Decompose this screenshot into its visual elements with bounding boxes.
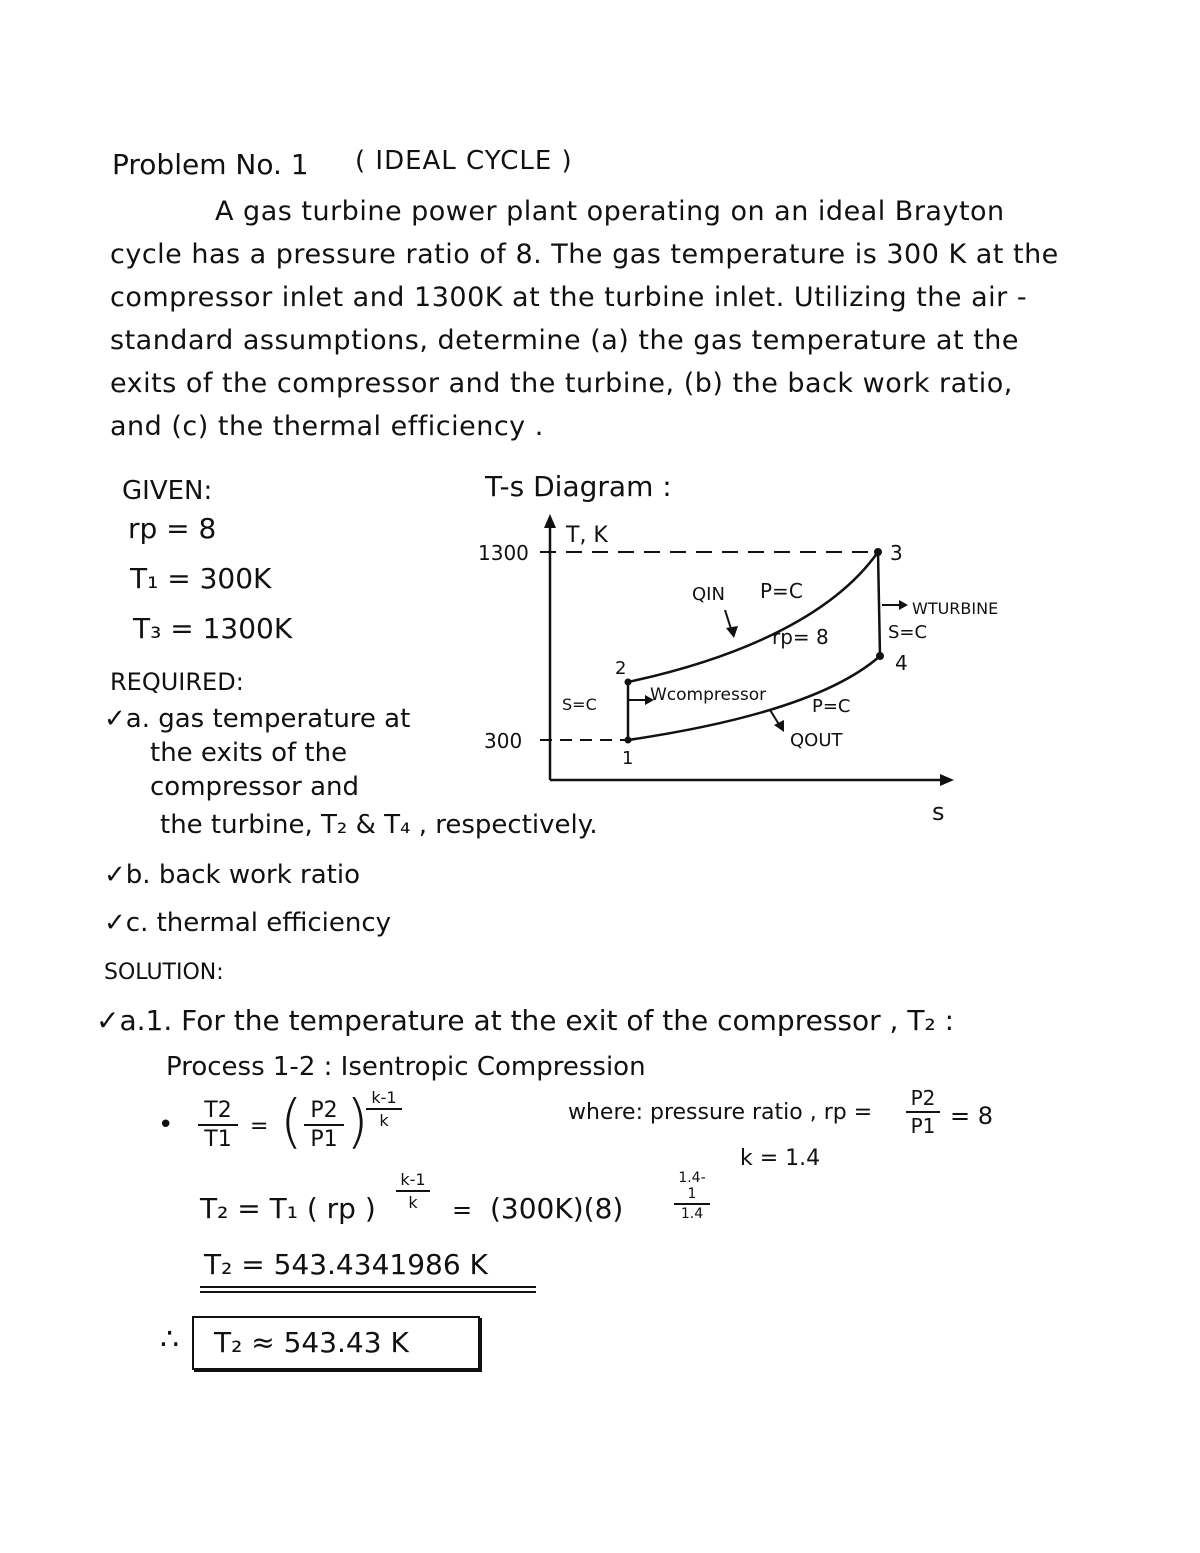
t-axis-arrow [544, 514, 556, 528]
label-point-2: 2 [615, 658, 627, 679]
label-rp: rp= 8 [772, 625, 829, 649]
fraction-p2-p1: P2 P1 [304, 1098, 344, 1152]
t2-formula-rhs: (300K)(8) [490, 1192, 624, 1225]
label-q-out: QOUT [790, 730, 843, 751]
t2-final: T₂ ≈ 543.43 K [214, 1326, 409, 1359]
t2-exact-underline-2 [200, 1291, 536, 1293]
label-w-compressor: Wcompressor [650, 685, 767, 705]
k-value: k = 1.4 [740, 1146, 821, 1171]
label-s-c-right: S=C [888, 622, 928, 643]
label-p-c-bottom: P=C [812, 696, 851, 717]
fraction-where-p2-p1: P2 P1 [906, 1086, 940, 1138]
state-point-4 [876, 652, 884, 660]
therefore-symbol: ∴ [160, 1322, 180, 1357]
fraction-t2-t1: T2 T1 [198, 1098, 238, 1152]
label-point-4: 4 [895, 651, 908, 675]
label-point-3: 3 [890, 541, 903, 565]
required-c: ✓c. thermal efficiency [104, 908, 392, 938]
solution-heading: SOLUTION: [104, 960, 224, 985]
exponent-k: k-1 k [366, 1088, 402, 1130]
right-paren: ) [346, 1087, 369, 1155]
label-q-in: QIN [692, 584, 725, 605]
left-paren: ( [280, 1087, 303, 1155]
solution-process: Process 1-2 : Isentropic Compression [166, 1052, 646, 1082]
given-heading: GIVEN: [122, 476, 213, 506]
label-s-c-left: S=C [562, 695, 597, 714]
given-t1: T₁ = 300K [130, 562, 272, 595]
state-point-3 [874, 548, 882, 556]
required-a-line2: the exits of the [150, 738, 348, 768]
problem-title: Problem No. 1 [112, 148, 309, 181]
state-point-1 [625, 737, 632, 744]
tick-300: 300 [484, 729, 523, 753]
bullet: • [158, 1110, 174, 1140]
exponent-k2: k-1 k [396, 1170, 430, 1212]
state-point-2 [625, 679, 632, 686]
t-axis-label: T, K [566, 523, 608, 548]
problem-subtitle: ( IDEAL CYCLE ) [355, 146, 573, 176]
t2-formula-lhs: T₂ = T₁ ( rp ) [200, 1192, 376, 1225]
required-a-line4: the turbine, T₂ & T₄ , respectively. [160, 810, 598, 840]
equals-sign: = [250, 1114, 269, 1139]
where-value: = 8 [950, 1102, 994, 1130]
tick-1300: 1300 [478, 541, 529, 565]
problem-statement: A gas turbine power plant operating on an ideal Brayton cycle has a pressure ratio of 8. The gas temperature is 300 K at the compressor inlet and 1300K at the turbine inlet. Utilizing the air - standard assumptions, determine (a) the gas temperature at the exits of the compressor and the turbine, (b) the back work ratio, and (c) the thermal efficiency . [110, 196, 1059, 442]
t2-formula-equals: = [452, 1196, 473, 1224]
t2-exact-underline [200, 1286, 536, 1288]
s-axis-arrow [940, 774, 954, 786]
exponent-numeric: 1.4-1 1.4 [674, 1170, 710, 1222]
required-a-line3: compressor and [150, 772, 360, 802]
required-heading: REQUIRED: [110, 668, 244, 696]
process-2-3-curve [628, 552, 878, 682]
solution-a1: ✓a.1. For the temperature at the exit of the compressor , T₂ : [96, 1004, 955, 1037]
label-p-c-top: P=C [760, 579, 803, 603]
label-point-1: 1 [622, 748, 634, 769]
required-b: ✓b. back work ratio [104, 860, 361, 890]
given-rp: rp = 8 [128, 512, 217, 545]
s-axis-label: s [932, 798, 945, 826]
given-t3: T₃ = 1300K [133, 612, 293, 645]
t2-exact: T₂ = 543.4341986 K [204, 1248, 488, 1281]
ts-diagram [470, 510, 1030, 830]
diagram-title: T-s Diagram : [485, 470, 672, 503]
where-text: where: pressure ratio , rp = [568, 1100, 873, 1125]
process-3-4-line [878, 552, 880, 656]
label-w-turbine: WTURBINE [912, 599, 999, 618]
required-a-line1: ✓a. gas temperature at [104, 704, 411, 734]
final-answer-box [192, 1316, 480, 1370]
